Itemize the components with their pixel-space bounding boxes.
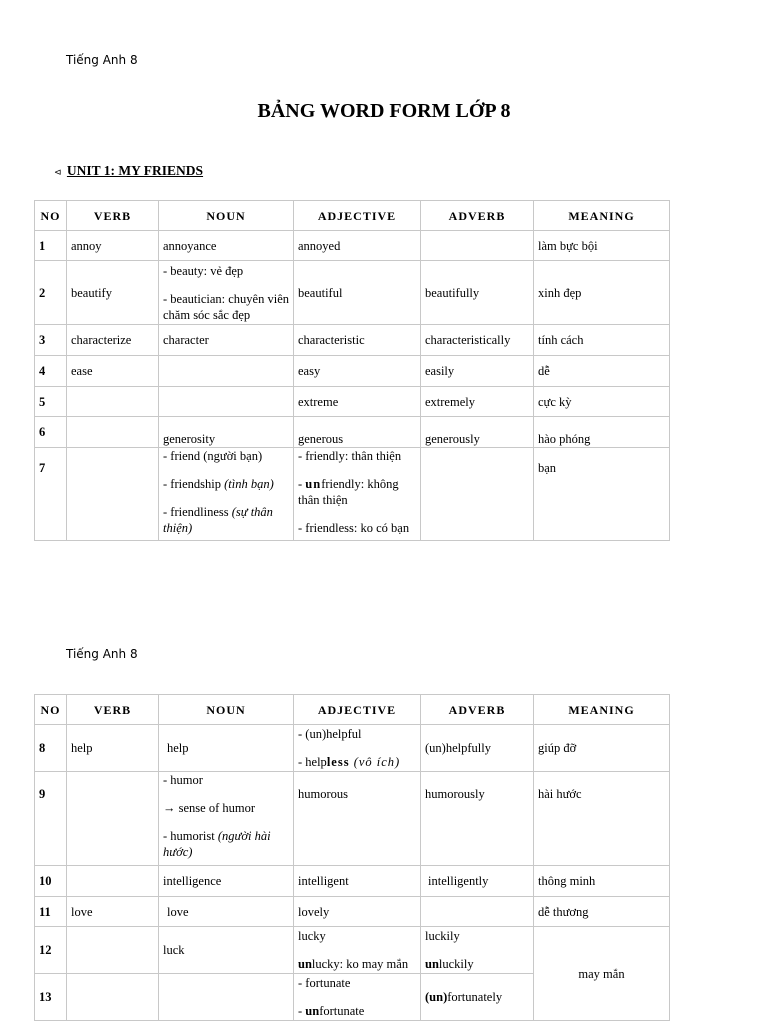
col-noun: NOUN — [159, 695, 294, 725]
page-header: Tiếng Anh 8 — [66, 53, 138, 67]
col-adjective: ADJECTIVE — [294, 201, 421, 231]
table-header-row — [35, 201, 670, 231]
page-header: Tiếng Anh 8 — [66, 647, 138, 661]
arrow-icon: ⊲ — [54, 167, 62, 177]
word-form-table-1 — [34, 200, 670, 541]
unit-title: UNIT 1: MY FRIENDS — [66, 163, 204, 178]
table-row: 6 generosity generous generously hào phóng — [35, 417, 670, 448]
adverb-cell: luckily unluckily — [421, 927, 534, 974]
table-header-row — [35, 695, 670, 725]
table-row: 4 ease easy easily dễ — [35, 356, 670, 387]
col-no: NO — [35, 695, 67, 725]
table-row: 13 - fortunate - unfortunate (un)fortunately — [35, 974, 670, 1021]
table-row: 1 annoy annoyance annoyed làm bực bội — [35, 231, 670, 261]
unit-heading — [54, 163, 203, 179]
page-title: BẢNG WORD FORM LỚP 8 — [257, 100, 511, 122]
noun-cell: - humor → sense of humor - humorist (người hài hước) — [159, 772, 294, 866]
adjective-cell: - friendly: thân thiện - unfriendly: không thân thiện - friendless: ko có bạn — [294, 448, 421, 541]
table-row: 3 characterize character characteristic characteristically tính cách — [35, 325, 670, 356]
col-adverb: ADVERB — [421, 695, 534, 725]
col-noun: NOUN — [159, 201, 294, 231]
adverb-cell: (un)fortunately — [421, 974, 534, 1021]
noun-cell: - friend (người bạn) - friendship (tình bạn) - friendliness (sự thân thiện) — [159, 448, 294, 541]
col-meaning: MEANING — [534, 201, 670, 231]
table-row: 11 love love lovely dễ thương — [35, 897, 670, 927]
table-row: 7 - friend (người bạn) - friendship (tình bạn) - friendliness (sự thân thiện) - friendly: thân thiện - unfriendly: không thân thiện - friendless: ko có bạn bạn — [35, 448, 670, 541]
adjective-cell: - fortunate - unfortunate — [294, 974, 421, 1021]
table-row: 2 beautify - beauty: vẻ đẹp - beautician: chuyên viên chăm sóc sắc đẹp beautiful beautifully xinh đẹp — [35, 261, 670, 325]
col-adverb: ADVERB — [421, 201, 534, 231]
col-adjective: ADJECTIVE — [294, 695, 421, 725]
table-row: 9 - humor → sense of humor - humorist (người hài hước) humorous humorously hài hước — [35, 772, 670, 866]
word-form-table-2 — [34, 694, 670, 1021]
col-no: NO — [35, 201, 67, 231]
col-verb: VERB — [67, 695, 159, 725]
adjective-cell: lucky unlucky: ko may mắn — [294, 927, 421, 974]
table-row: 12 luck lucky unlucky: ko may mắn luckily unluckily may mắn — [35, 927, 670, 974]
table-row: 5 extreme extremely cực kỳ — [35, 387, 670, 417]
adjective-cell: - (un)helpful - helpless (vô ích) — [294, 725, 421, 772]
table-row: 8 help help - (un)helpful - helpless (vô ích) (un)helpfully giúp đỡ — [35, 725, 670, 772]
table-row: 10 intelligence intelligent intelligently thông minh — [35, 866, 670, 897]
col-meaning: MEANING — [534, 695, 670, 725]
col-verb: VERB — [67, 201, 159, 231]
noun-cell: - beauty: vẻ đẹp - beautician: chuyên viên chăm sóc sắc đẹp — [159, 261, 294, 325]
